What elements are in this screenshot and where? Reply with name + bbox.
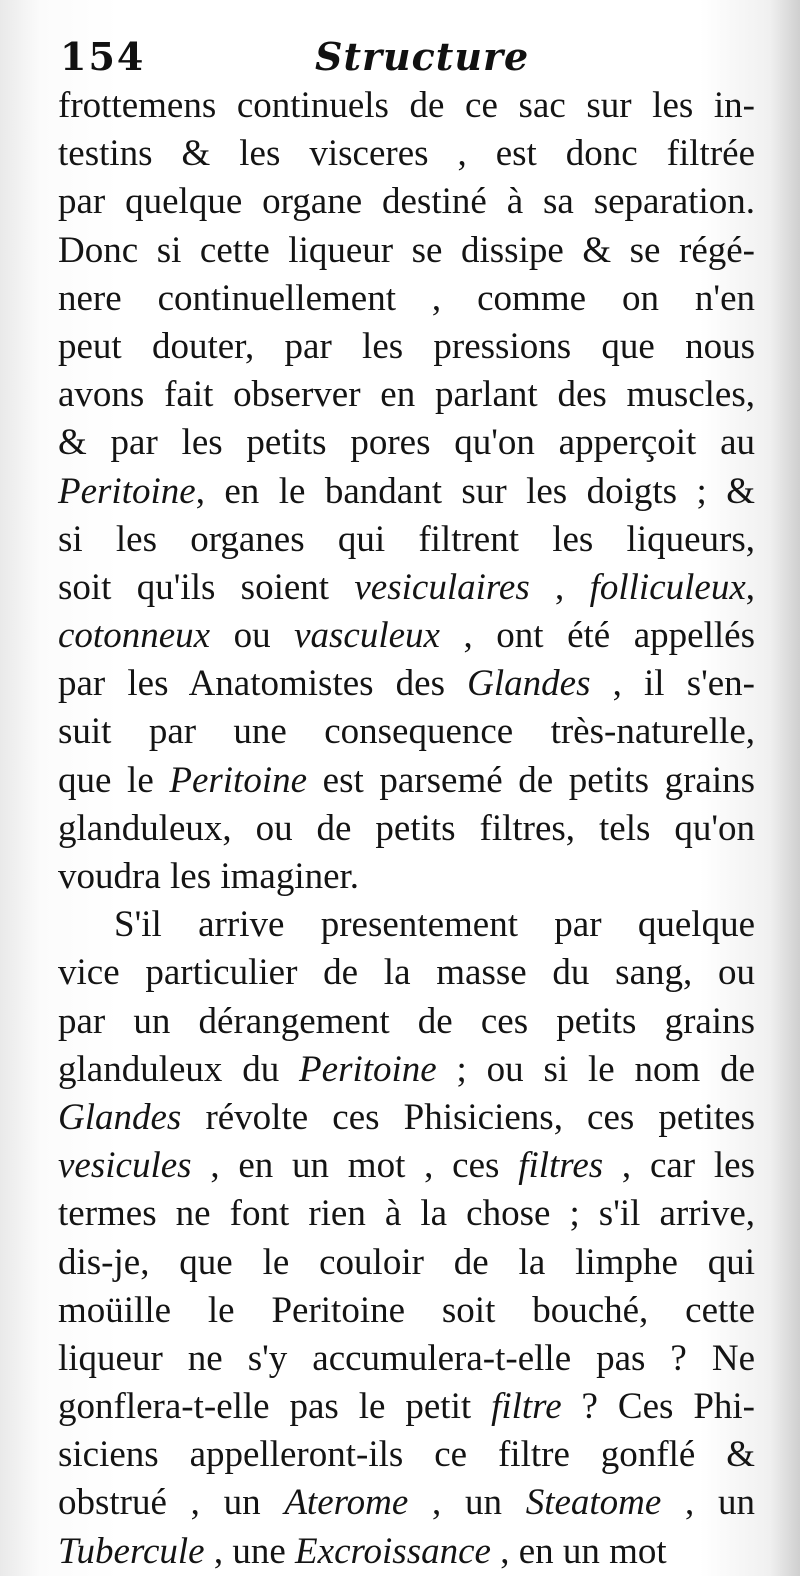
text-line (58, 323, 755, 371)
text-line (58, 1142, 755, 1190)
text-run: moüille le Peritoine soit bouché, cette (58, 1289, 755, 1331)
italic-text: Peritoine (58, 470, 196, 512)
text-run: , (745, 566, 756, 608)
text-run: par quelque organe destiné à sa separation. (58, 181, 755, 223)
italic-text: Glandes (467, 663, 591, 705)
text-run: par les Anatomistes des (58, 663, 468, 705)
text-line (58, 130, 755, 178)
text-run: , en un mot , ces (191, 1145, 519, 1187)
text-run: ? Ces Phi- (561, 1386, 755, 1428)
text-run: obstrué , un (58, 1482, 285, 1524)
italic-text: Peritoine (299, 1048, 437, 1090)
text-run: ou (210, 615, 295, 657)
text-line (58, 901, 755, 949)
text-run: dis-je, que le couloir de la limphe qui (58, 1241, 755, 1283)
text-run: ; ou si le nom de (436, 1048, 755, 1090)
text-line (58, 998, 755, 1046)
text-line (58, 1383, 755, 1431)
text-run: , une (204, 1530, 296, 1572)
text-line (58, 82, 755, 130)
text-run: par un dérangement de ces petits grains (58, 1000, 755, 1042)
text-run: , un (661, 1482, 755, 1524)
text-run: avons fait observer en parlant des muscles, (58, 374, 755, 416)
italic-text: Glandes (58, 1096, 182, 1138)
italic-text: vasculeux (294, 615, 440, 657)
italic-text: vesicules (58, 1145, 192, 1187)
text-run: termes ne font rien à la chose ; s'il arrive, (58, 1193, 755, 1235)
page-number: 154 (60, 34, 146, 79)
text-run: , ont été appellés (439, 615, 755, 657)
text-run: voudra les imaginer. (58, 856, 360, 897)
text-line (58, 805, 755, 853)
text-line (58, 853, 755, 901)
text-run: glanduleux, ou de petits filtres, tels qu'on (58, 807, 755, 849)
text-line (58, 1239, 755, 1287)
text-run: , un (408, 1482, 526, 1524)
italic-text: vesiculaires (354, 566, 530, 608)
text-line (58, 949, 755, 997)
text-run: , il s'en- (590, 663, 756, 705)
text-run: S'il arrive presentement par quelque (114, 904, 755, 946)
text-run: & par les petits pores qu'on apperçoit au (58, 422, 755, 464)
text-line (58, 371, 755, 419)
text-line (58, 757, 755, 805)
italic-text: Aterome (284, 1482, 409, 1524)
italic-text: Steatome (525, 1482, 662, 1524)
text-run: frottemens continuels de ce sac sur les in- (58, 85, 755, 126)
text-line (58, 419, 755, 467)
text-line (58, 1528, 755, 1576)
text-run: gonflera-t-elle pas le petit (58, 1386, 492, 1428)
text-run: , (529, 566, 590, 608)
text-line (58, 564, 755, 612)
text-run: nere continuellement , comme on n'en (58, 277, 755, 319)
text-run: liqueur ne s'y accumulera-t-elle pas ? Ne (58, 1337, 755, 1379)
text-run: révolte ces Phisiciens, ces petites (181, 1096, 755, 1138)
text-run: , en un mot (490, 1530, 667, 1572)
text-line (58, 178, 755, 226)
text-line (58, 1046, 755, 1094)
text-line (58, 1335, 755, 1383)
text-run: si les organes qui filtrent les liqueurs, (58, 518, 755, 560)
text-run: vice particulier de la masse du sang, ou (58, 952, 755, 994)
text-line (58, 1479, 755, 1527)
text-run: suit par une consequence très-naturelle, (58, 711, 755, 753)
text-run: glanduleux du (58, 1048, 300, 1090)
italic-text: Excroissance (295, 1530, 491, 1572)
text-line (58, 227, 755, 275)
running-title: Structure (315, 34, 530, 79)
text-line (58, 275, 755, 323)
text-line (58, 660, 755, 708)
text-run: , car les (603, 1145, 755, 1187)
text-run: est parsemé de petits grains (307, 759, 756, 801)
italic-text: cotonneux (58, 615, 211, 657)
running-head (60, 30, 760, 86)
text-run: que le (58, 759, 170, 801)
text-line (58, 1431, 755, 1479)
text-run: testins & les visceres , est donc filtrée (58, 133, 755, 175)
italic-text: folliculeux (589, 566, 746, 608)
text-line (58, 1287, 755, 1335)
text-run: peut douter, par les pressions que nous (58, 325, 755, 367)
text-run: , en le bandant sur les doigts ; & (195, 470, 755, 512)
text-run: soit qu'ils soient (58, 566, 355, 608)
text-line (58, 708, 755, 756)
italic-text: filtres (518, 1145, 604, 1187)
text-line (58, 1190, 755, 1238)
italic-text: filtre (491, 1386, 562, 1428)
italic-text: Peritoine (169, 759, 308, 801)
body-text (58, 82, 755, 1576)
text-line (58, 612, 755, 660)
text-line (58, 468, 755, 516)
text-line (58, 516, 755, 564)
text-line (58, 1094, 755, 1142)
text-run: Donc si cette liqueur se dissipe & se régé- (58, 229, 755, 271)
text-run: siciens appelleront-ils ce filtre gonflé & (58, 1434, 755, 1476)
italic-text: Tubercule (58, 1530, 205, 1572)
